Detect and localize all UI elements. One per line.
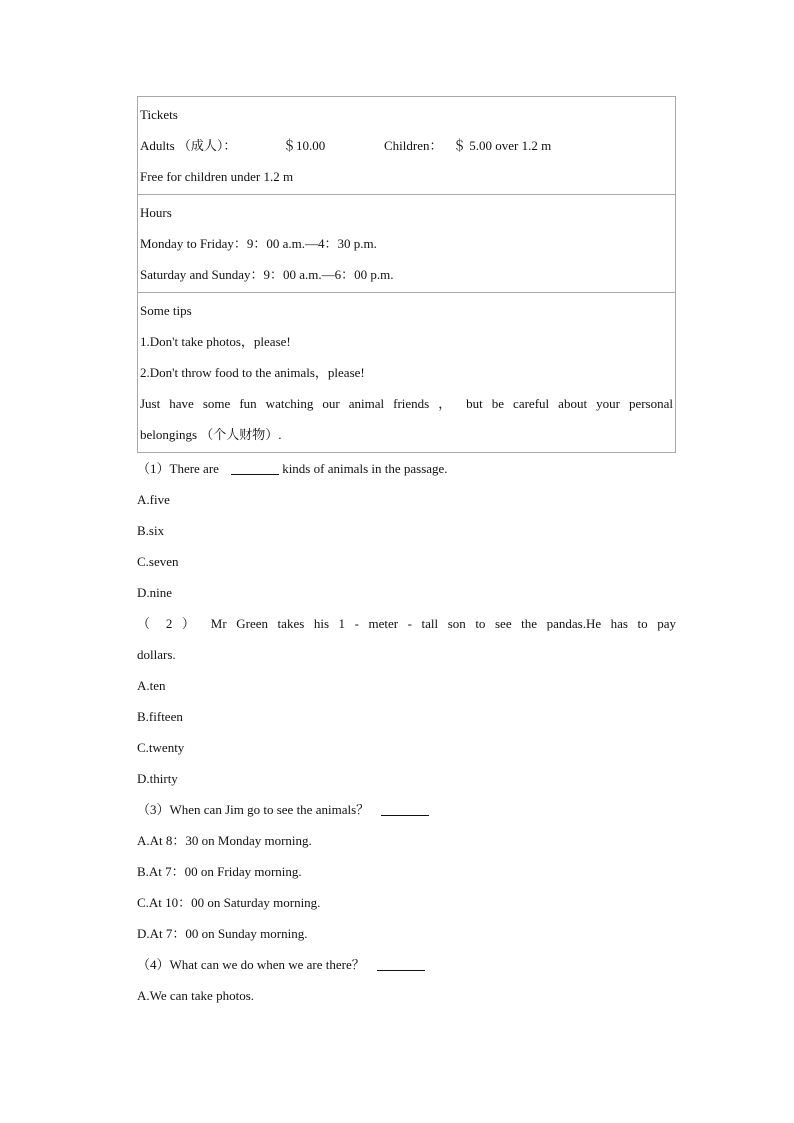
adults-price: ＄10.00 [283,138,326,153]
question-3-stem [137,794,676,825]
question-4-option-a: A.We can take photos. [137,988,254,1003]
question-1-stem-before: （1）There are [137,461,219,476]
question-2-option-a: A.ten [137,678,166,693]
tickets-heading: Tickets [140,107,178,122]
question-4-stem-text: （4）What can we do when we are there？ [137,957,365,972]
question-1-option-d: D.nine [137,585,173,600]
tip-1: 1.Don't take photos，please! [140,334,291,349]
question-3-stem-text: （3）When can Jim go to see the animals？ [137,802,370,817]
tips-section [138,293,675,452]
hours-weekend: Saturday and Sunday：9：00 a.m.—6：00 p.m. [140,267,394,282]
adults-label: Adults （成人）： [140,138,237,153]
info-table [137,96,676,453]
answer-blank [377,956,425,971]
answer-blank [381,801,429,816]
question-1-stem [137,453,676,484]
question-2-stem-line1: （ 2 ） Mr Green takes his 1 - meter - tall son to see the pandas.He has to pay [137,616,676,631]
tip-2: 2.Don't throw food to the animals，please! [140,365,365,380]
question-1-option-a: A.five [137,492,170,507]
hours-section [138,195,675,293]
hours-heading: Hours [140,205,172,220]
children-label: Children： [384,138,443,153]
question-3-option-c: C.At 10：00 on Saturday morning. [137,895,321,910]
tips-note-line1: Just have some fun watching our animal friends ， but be careful about your personal [140,396,673,411]
question-3-option-d: D.At 7：00 on Sunday morning. [137,926,308,941]
question-3-option-b: B.At 7：00 on Friday morning. [137,864,302,879]
question-2-stem-line2: dollars. [137,647,176,662]
document-page [137,96,676,1011]
tips-note-line2: belongings （个人财物）. [140,427,282,442]
question-4-stem [137,949,676,980]
question-2-option-d: D.thirty [137,771,178,786]
question-1-stem-after: kinds of animals in the passage. [282,461,448,476]
tips-heading: Some tips [140,303,192,318]
question-2-option-b: B.fifteen [137,709,183,724]
question-1-option-b: B.six [137,523,165,538]
tickets-section [138,97,675,195]
answer-blank [231,460,279,475]
children-price: ＄ 5.00 over 1.2 m [453,138,552,153]
questions-list [137,453,676,1011]
hours-weekday: Monday to Friday：9：00 a.m.—4：30 p.m. [140,236,377,251]
question-3-option-a: A.At 8：30 on Monday morning. [137,833,312,848]
question-1-option-c: C.seven [137,554,179,569]
question-2-option-c: C.twenty [137,740,185,755]
tickets-prices-row [140,130,673,161]
free-note: Free for children under 1.2 m [140,169,294,184]
